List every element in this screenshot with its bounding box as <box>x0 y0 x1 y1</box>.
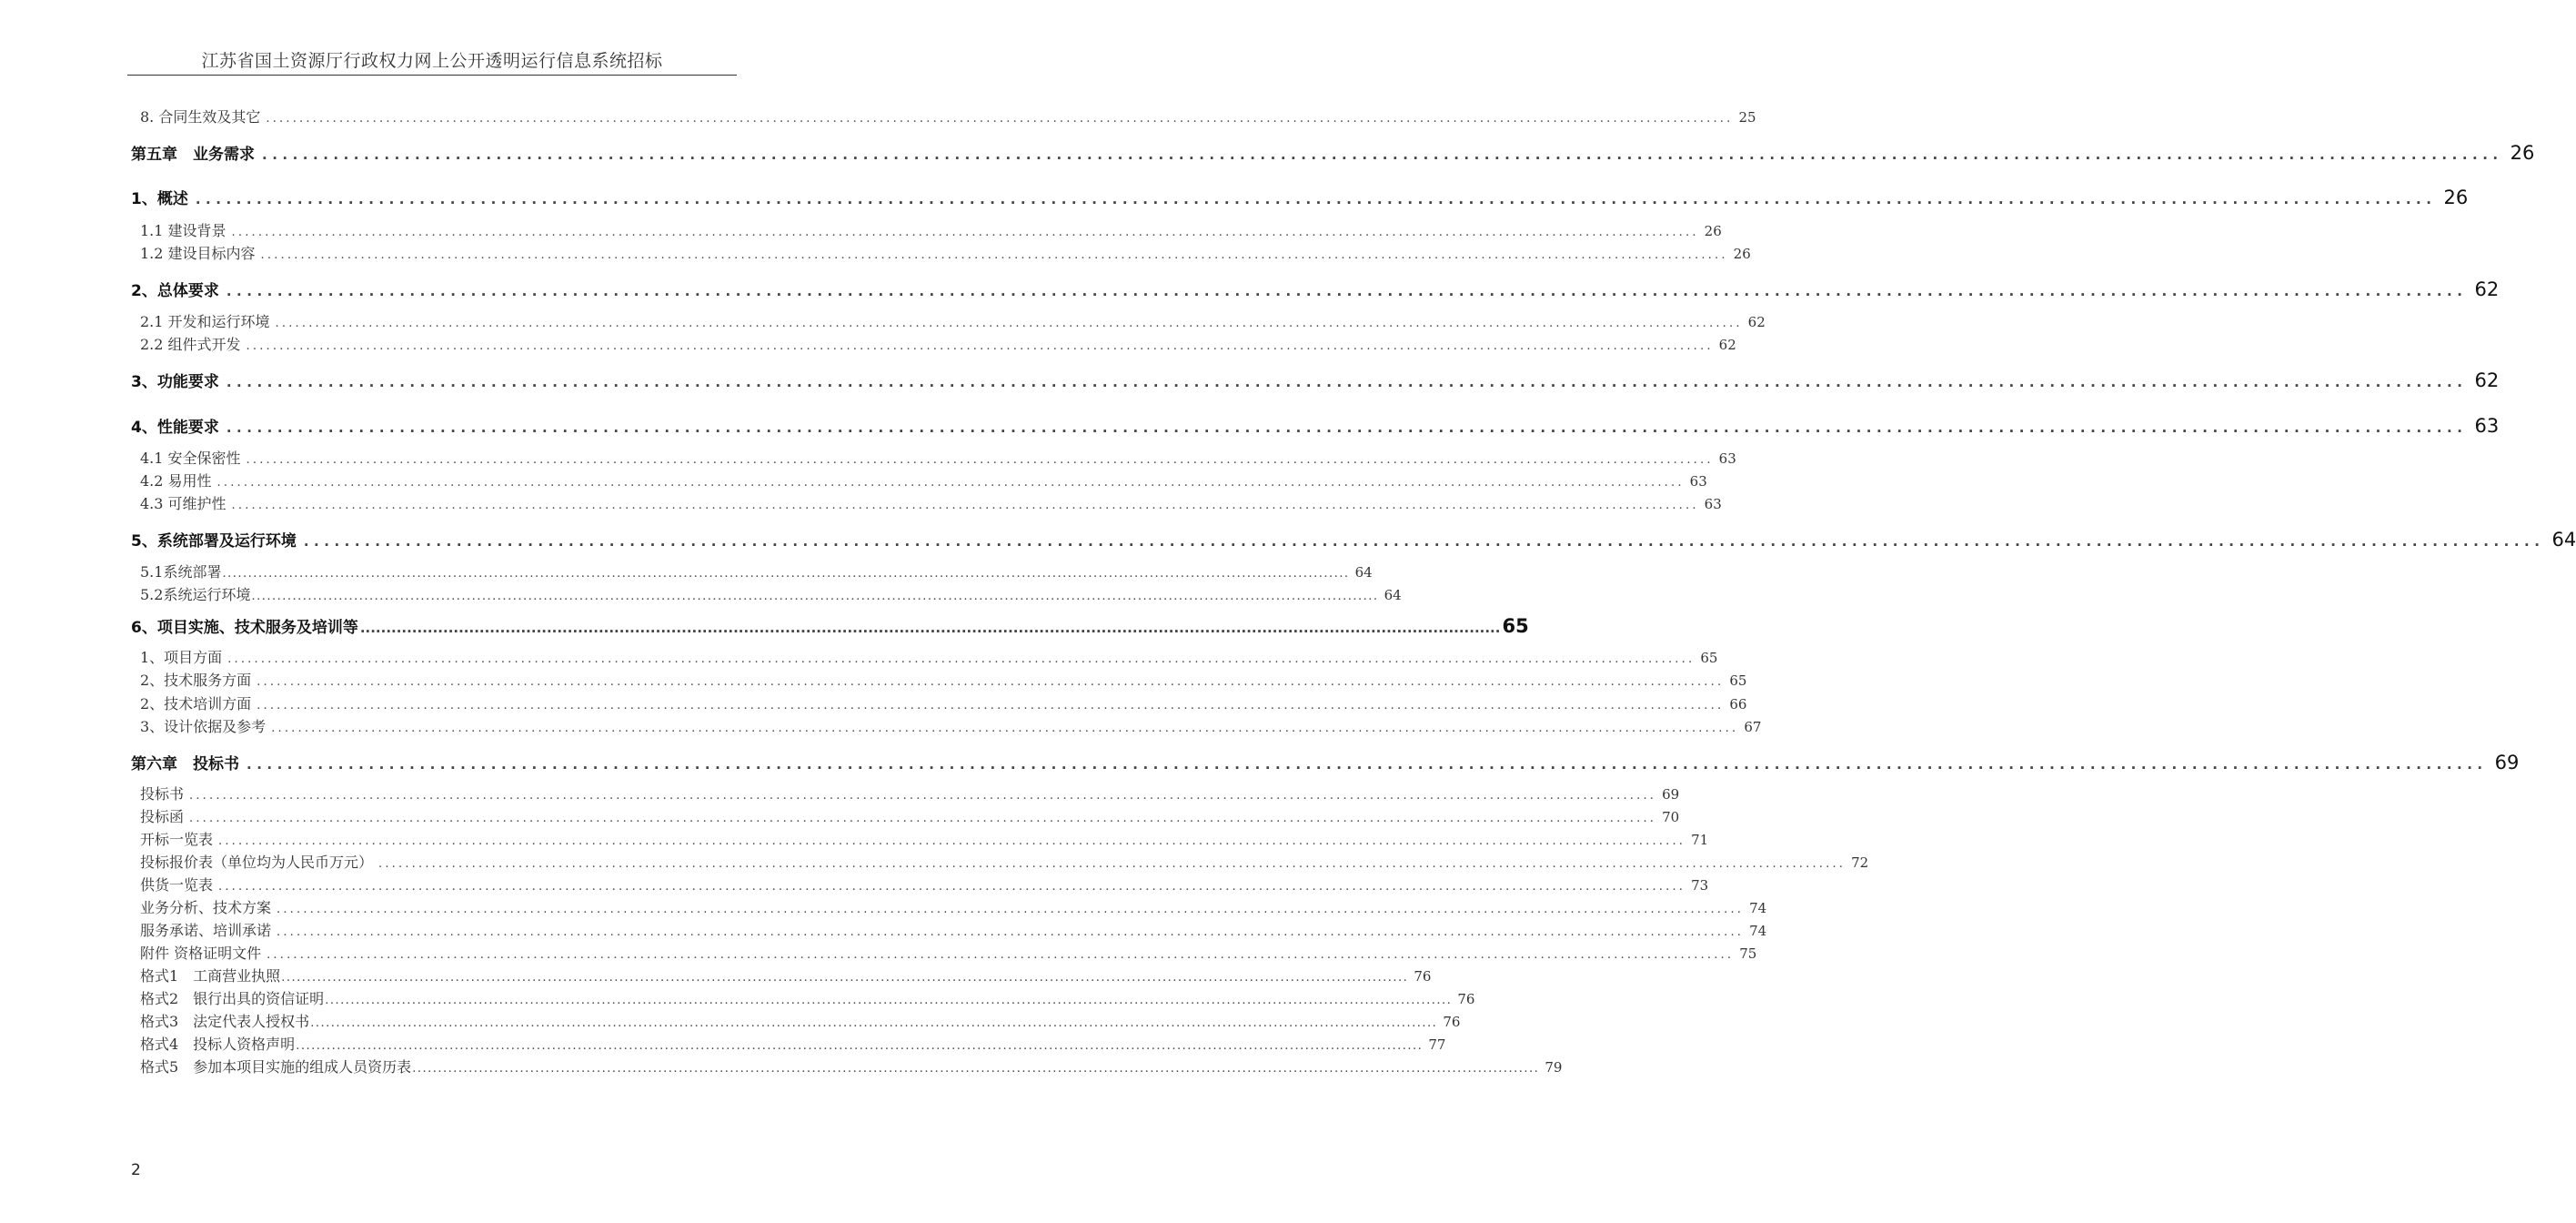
toc-leader-dots: ............................................................................................................................................................................................................................ <box>325 994 1453 1007</box>
toc-entry-label: 5、系统部署及运行环境 <box>131 532 297 551</box>
toc-entry[interactable] <box>140 896 1767 917</box>
toc-entry-page: 76 <box>1443 1014 1461 1030</box>
header-divider <box>127 75 737 76</box>
toc-entry-page: 65 <box>1502 615 1529 637</box>
toc-entry-page: 74 <box>1749 900 1767 916</box>
toc-leader-dots: ............................................................................................................................................................................................................................ <box>310 1016 1438 1030</box>
toc-entry-page: 26 <box>2443 187 2469 208</box>
toc-entry-page: 26 <box>2510 142 2535 164</box>
toc-entry[interactable] <box>140 715 1762 736</box>
toc-entry-label: 1、概述 <box>131 190 188 208</box>
toc-entry-page: 76 <box>1414 968 1432 985</box>
toc-entry-page: 26 <box>1704 223 1722 239</box>
toc-leader-dots: ............................................................................................................................................................................................................................ <box>226 283 2468 299</box>
toc-entry[interactable] <box>140 1056 1563 1076</box>
toc-entry[interactable] <box>140 828 1709 849</box>
toc-leader-dots: ............................................................................................................................................................................................................................ <box>359 620 1501 636</box>
toc-entry-page: 25 <box>1738 109 1756 126</box>
toc-entry-label: 4、性能要求 <box>131 419 219 437</box>
toc-entry-label: 1、项目方面 <box>140 649 223 666</box>
toc-entry[interactable] <box>140 242 1751 263</box>
toc-leader-dots: ............................................................................................................................................................................................................................ <box>222 567 1350 581</box>
toc-leader-dots: ............................................................................................................................................................................................................................ <box>226 419 2468 436</box>
toc-entry-page: 67 <box>1744 719 1762 735</box>
toc-leader-dots: ............................................................................................................................................................................................................................ <box>195 191 2437 207</box>
toc-entry-label: 格式3 法定代表人授权书 <box>140 1013 310 1030</box>
toc-section-heading[interactable] <box>131 278 2500 300</box>
toc-entry[interactable] <box>140 1010 1461 1031</box>
toc-leader-dots: ............................................................................................................................................................................................................................ <box>226 374 2468 390</box>
toc-leader-dots: ............................................................................................................................................................................................................................ <box>281 971 1409 985</box>
toc-entry-page: 77 <box>1428 1036 1446 1053</box>
toc-entry-label: 投标函 <box>140 808 185 825</box>
toc-entry[interactable] <box>140 851 1869 872</box>
toc-entry-label: 3、设计依据及参考 <box>140 718 267 735</box>
toc-entry-label: 8. 合同生效及其它 <box>140 108 261 126</box>
toc-entry[interactable] <box>140 561 1373 581</box>
toc-entry-label: 2、技术服务方面 <box>140 672 252 689</box>
toc-entry-label: 2、技术培训方面 <box>140 695 252 713</box>
toc-entry-page: 62 <box>2474 278 2500 300</box>
toc-entry-label: 第六章 投标书 <box>131 755 239 773</box>
toc-chapter-heading[interactable] <box>131 751 2520 773</box>
toc-entry[interactable] <box>140 987 1475 1008</box>
toc-leader-dots: ............................................................................................................................................................................................................................ <box>231 226 1699 239</box>
toc-entry[interactable] <box>140 692 1747 713</box>
toc-entry-page: 79 <box>1545 1059 1563 1076</box>
running-header-title: 江苏省国土资源厅行政权力网上公开透明运行信息系统招标 <box>201 51 663 71</box>
toc-leader-dots: ............................................................................................................................................................................................................................ <box>260 248 1728 262</box>
toc-leader-dots: ............................................................................................................................................................................................................................ <box>303 533 2545 550</box>
toc-leader-dots: ............................................................................................................................................................................................................................ <box>262 147 2503 163</box>
toc-leader-dots: ............................................................................................................................................................................................................................ <box>246 339 1714 353</box>
toc-entry[interactable] <box>140 669 1747 690</box>
toc-entry-page: 64 <box>1354 564 1373 581</box>
toc-entry[interactable] <box>140 1033 1446 1054</box>
toc-entry-page: 62 <box>1747 314 1766 330</box>
toc-leader-dots: ............................................................................................................................................................................................................................ <box>412 1062 1540 1076</box>
toc-entry-label: 4.2 易用性 <box>140 472 212 490</box>
toc-entry-label: 6、项目实施、技术服务及培训等 <box>131 619 358 637</box>
toc-entry-label: 3、功能要求 <box>131 373 219 391</box>
toc-entry[interactable] <box>140 942 1757 963</box>
toc-entry-page: 62 <box>1718 337 1736 353</box>
toc-leader-dots: ............................................................................................................................................................................................................................ <box>189 812 1657 825</box>
toc-entry-label: 格式2 银行出具的资信证明 <box>140 990 325 1007</box>
toc-entry[interactable] <box>140 919 1767 940</box>
toc-entry-label: 第五章 业务需求 <box>131 146 255 164</box>
toc-leader-dots: ............................................................................................................................................................................................................................ <box>216 476 1685 490</box>
toc-entry-label: 开标一览表 <box>140 831 214 848</box>
toc-entry-label: 1.2 建设目标内容 <box>140 245 256 262</box>
toc-entry-label: 格式5 参加本项目实施的组成人员资历表 <box>140 1058 412 1076</box>
toc-entry-page: 76 <box>1457 991 1475 1007</box>
toc-section-heading[interactable] <box>131 528 2576 551</box>
toc-section-heading[interactable] <box>131 186 2469 208</box>
toc-leader-dots: ............................................................................................................................................................................................................................ <box>271 722 1739 735</box>
toc-entry[interactable] <box>140 805 1680 826</box>
toc-entry-page: 65 <box>1729 672 1747 689</box>
toc-entry-label: 投标报价表（单位均为人民币万元） <box>140 854 374 871</box>
toc-entry-page: 63 <box>1689 473 1707 490</box>
toc-entry-page: 63 <box>2474 415 2500 437</box>
toc-entry-page: 72 <box>1851 854 1869 871</box>
toc-entry-label: 2、总体要求 <box>131 282 219 300</box>
toc-entry[interactable] <box>140 106 1756 126</box>
toc-entry-label: 2.2 组件式开发 <box>140 336 241 353</box>
toc-entry-page: 64 <box>2551 529 2576 551</box>
toc-leader-dots: ............................................................................................................................................................................................................................ <box>227 652 1696 666</box>
toc-entry[interactable] <box>140 447 1736 468</box>
toc-entry-label: 格式1 工商营业执照 <box>140 967 281 985</box>
toc-entry[interactable] <box>140 470 1707 490</box>
toc-entry[interactable] <box>140 646 1718 667</box>
toc-entry-page: 75 <box>1739 945 1757 962</box>
toc-entry[interactable] <box>140 583 1402 604</box>
toc-entry-page: 73 <box>1691 877 1709 894</box>
toc-entry-label: 投标书 <box>140 785 185 803</box>
toc-entry[interactable] <box>140 310 1766 331</box>
toc-leader-dots: ............................................................................................................................................................................................................................ <box>266 112 1734 126</box>
toc-leader-dots: ............................................................................................................................................................................................................................ <box>257 699 1725 713</box>
toc-leader-dots: ............................................................................................................................................................................................................................ <box>218 880 1686 894</box>
toc-leader-dots: ............................................................................................................................................................................................................................ <box>189 789 1657 803</box>
toc-entry-page: 74 <box>1749 923 1767 939</box>
toc-section-heading[interactable] <box>131 414 2500 437</box>
toc-leader-dots: ............................................................................................................................................................................................................................ <box>257 675 1725 689</box>
toc-leader-dots: ............................................................................................................................................................................................................................ <box>231 499 1699 512</box>
toc-entry-page: 71 <box>1691 832 1709 848</box>
toc-entry[interactable] <box>140 333 1736 354</box>
toc-entry-page: 65 <box>1700 650 1718 666</box>
page-number: 2 <box>131 1161 141 1179</box>
toc-entry-label: 2.1 开发和运行环境 <box>140 313 270 330</box>
toc-entry-label: 服务承诺、培训承诺 <box>140 922 272 939</box>
toc-entry-label: 5.2系统运行环境 <box>140 586 251 603</box>
toc-entry-label: 1.1 建设背景 <box>140 222 226 239</box>
toc-entry-page: 70 <box>1662 809 1680 825</box>
toc-leader-dots: ............................................................................................................................................................................................................................ <box>247 756 2488 773</box>
toc-leader-dots: ............................................................................................................................................................................................................................ <box>251 590 1379 603</box>
toc-leader-dots: ............................................................................................................................................................................................................................ <box>296 1039 1424 1053</box>
toc-entry-label: 格式4 投标人资格声明 <box>140 1036 296 1053</box>
toc-entry-page: 69 <box>1662 786 1680 803</box>
toc-entry[interactable] <box>140 783 1680 804</box>
toc-leader-dots: ............................................................................................................................................................................................................................ <box>277 903 1745 916</box>
toc-entry-label: 附件 资格证明文件 <box>140 945 262 962</box>
toc-leader-dots: ............................................................................................................................................................................................................................ <box>246 453 1714 467</box>
toc-entry[interactable] <box>140 219 1722 240</box>
toc-chapter-heading[interactable] <box>131 141 2535 164</box>
toc-entry-label: 4.1 安全保密性 <box>140 450 241 467</box>
toc-section-heading[interactable] <box>131 614 1529 637</box>
toc-entry-page: 63 <box>1704 496 1722 512</box>
toc-entry-page: 26 <box>1733 246 1751 262</box>
toc-leader-dots: ............................................................................................................................................................................................................................ <box>378 857 1846 871</box>
toc-entry[interactable] <box>140 492 1722 513</box>
toc-leader-dots: ............................................................................................................................................................................................................................ <box>275 317 1743 330</box>
toc-entry[interactable] <box>140 965 1432 985</box>
toc-entry-label: 4.3 可维护性 <box>140 495 226 512</box>
toc-entry-page: 64 <box>1384 587 1402 603</box>
toc-leader-dots: ............................................................................................................................................................................................................................ <box>218 834 1686 848</box>
toc-entry-page: 62 <box>2474 369 2500 391</box>
toc-leader-dots: ............................................................................................................................................................................................................................ <box>277 925 1745 939</box>
toc-section-heading[interactable] <box>131 369 2500 391</box>
toc-entry-label: 5.1系统部署 <box>140 563 222 581</box>
toc-entry-page: 63 <box>1718 450 1736 467</box>
toc-entry-page: 69 <box>2494 752 2520 773</box>
toc-entry-label: 供货一览表 <box>140 876 214 894</box>
toc-leader-dots: ............................................................................................................................................................................................................................ <box>267 948 1735 962</box>
toc-entry-page: 66 <box>1729 696 1747 713</box>
toc-entry-label: 业务分析、技术方案 <box>140 899 272 916</box>
toc-entry[interactable] <box>140 874 1709 895</box>
